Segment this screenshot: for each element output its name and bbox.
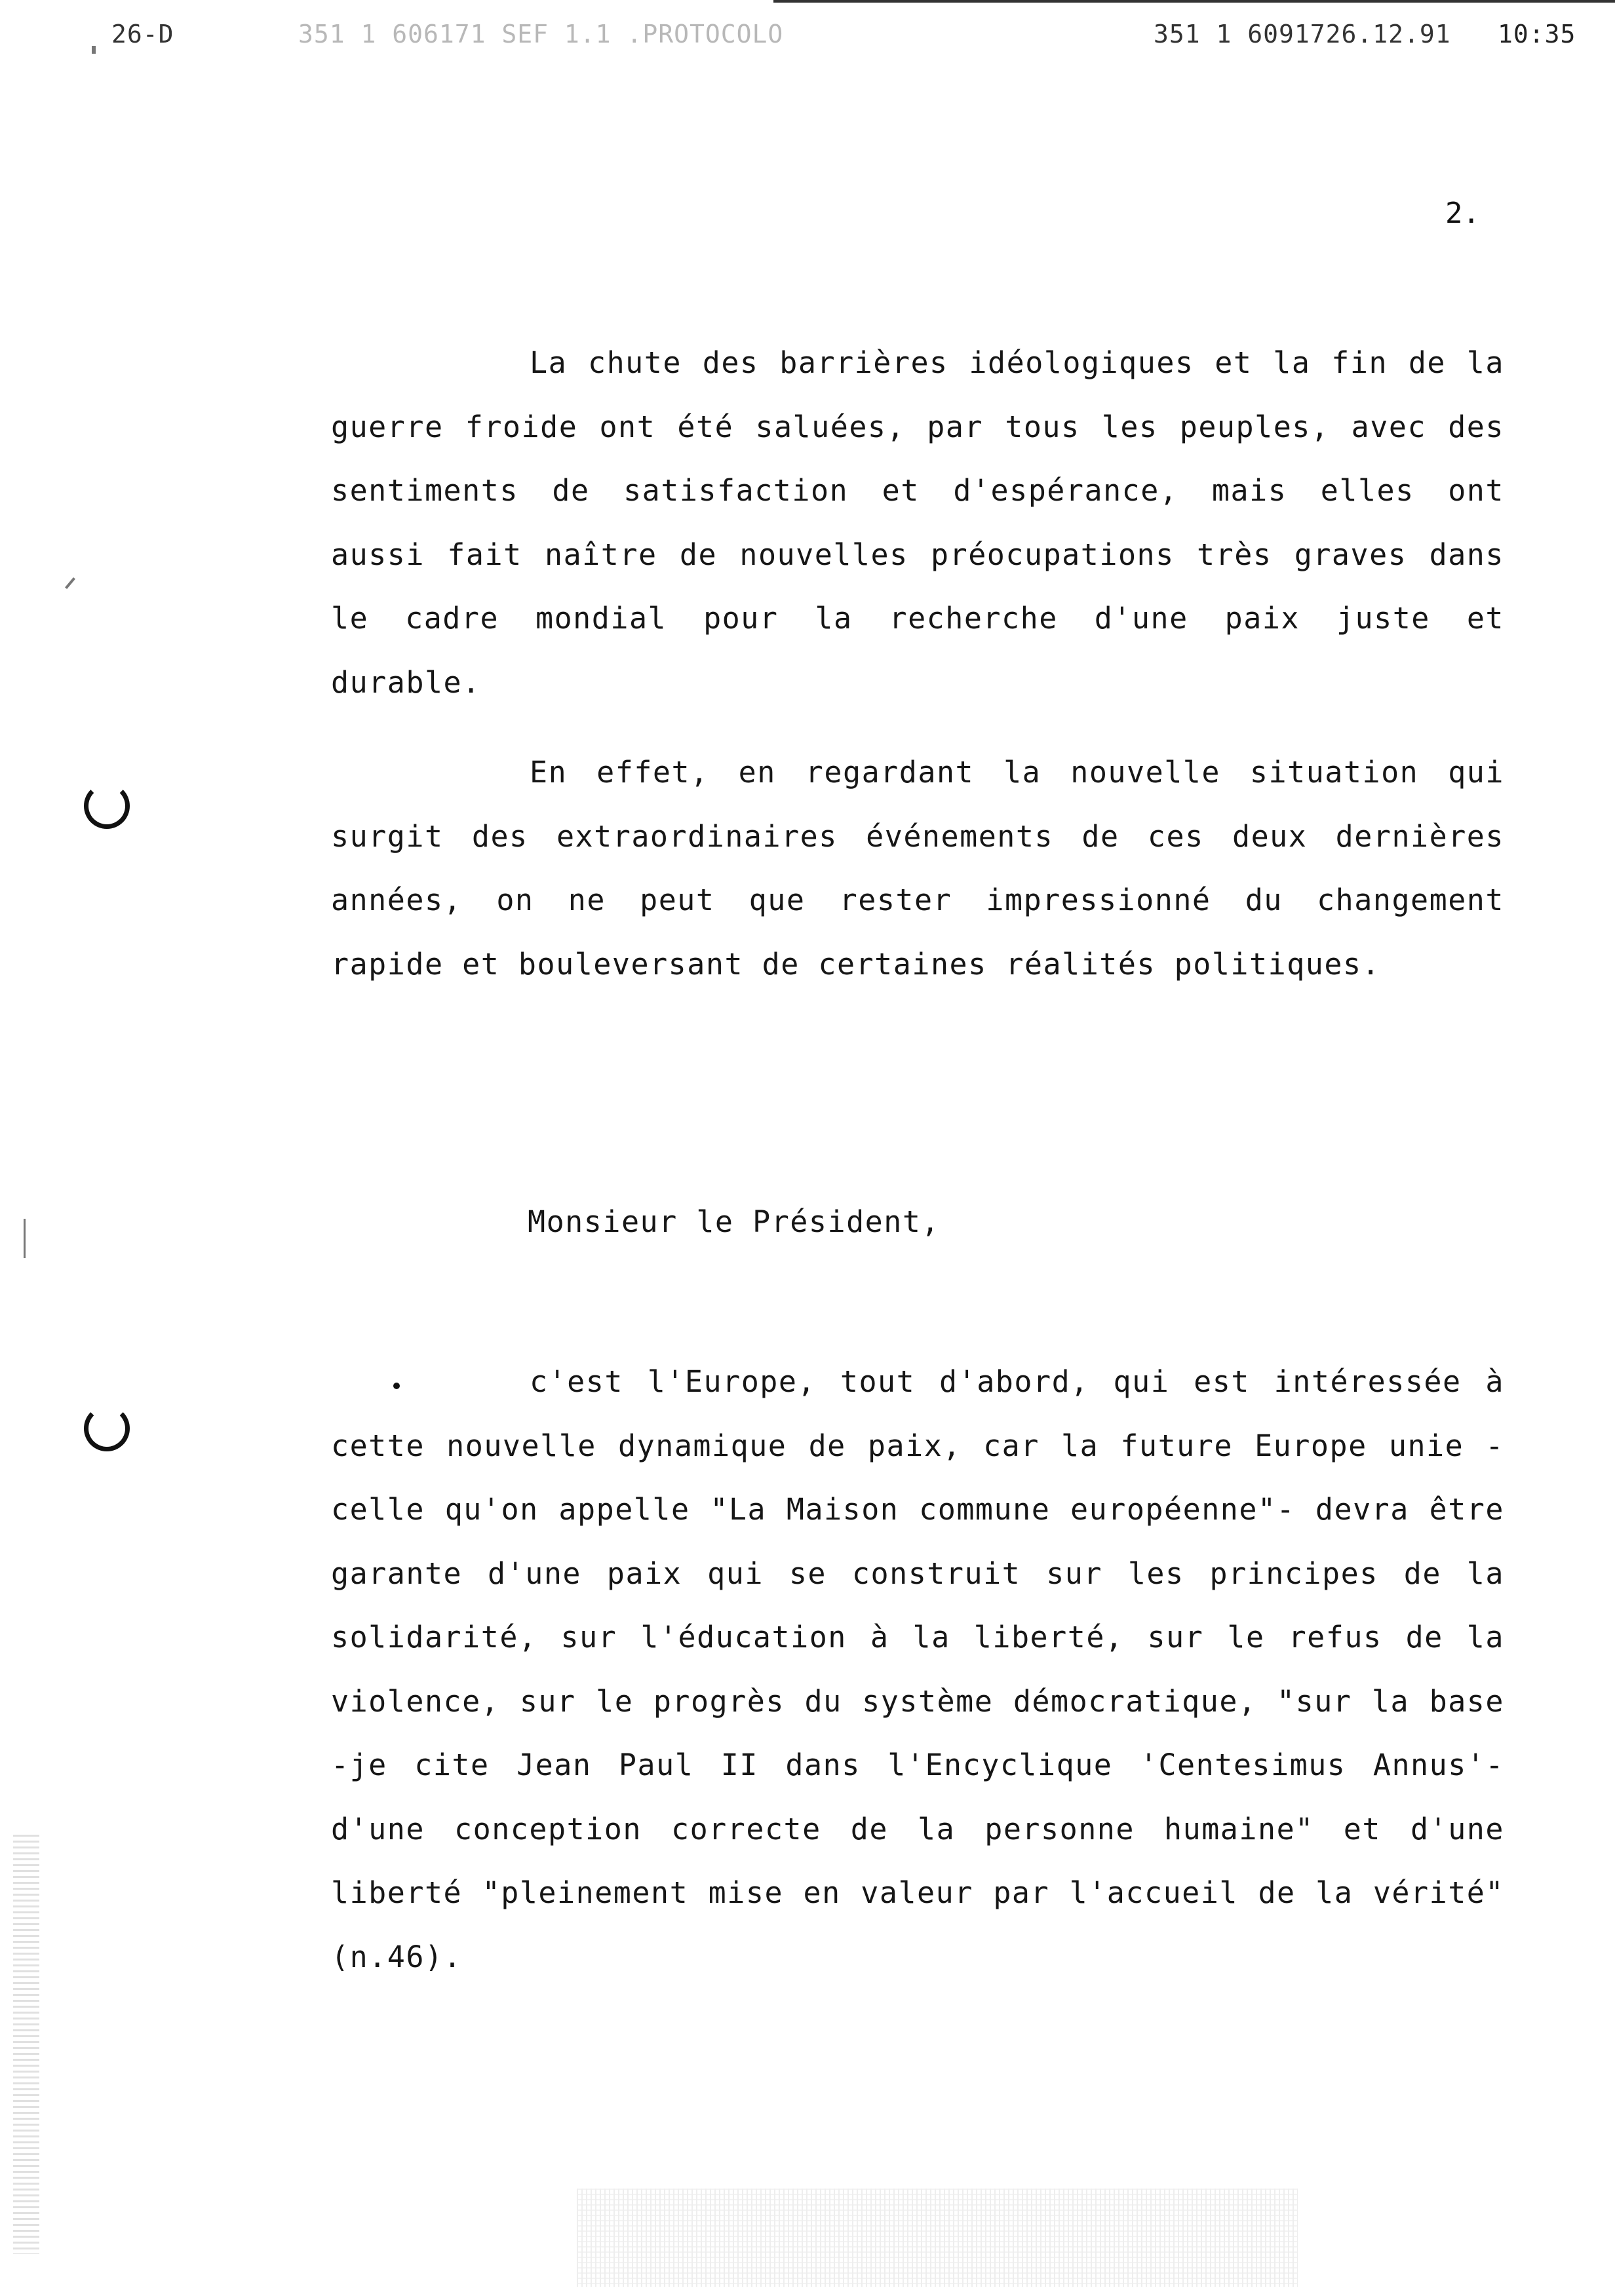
scan-noise-bottom [577,2189,1298,2287]
top-border-line [773,0,1615,3]
paragraph-2: En effet, en regardant la nouvelle situation qui surgit des extraordinaires événements de ces deux dernières années, on ne peut que rester impressionné du changement rapide et bouleversant de certaines réalités politiques. [331,755,1504,982]
scan-mark [65,577,75,589]
paragraph-1: La chute des barrières idéologiques et la fin de la guerre froide ont été saluées, par tous les peuples, avec des sentiments de satisfaction et d'espérance, mais elles ont aussi fait naître de nouvelles préocupations très graves dans le cadre mondial pour la recherche d'une paix juste et durable. [331,345,1504,700]
fax-header-time: 10:35 [1498,20,1576,48]
fax-header-number-date: 351 1 6091726.12.91 [1154,20,1451,48]
paragraph-3: c'est l'Europe, tout d'abord, qui est intéressée à cette nouvelle dynamique de paix, car la future Europe unie -celle qu'on appelle "La Maison commune européenne"- devra être garante d'une paix qui se construit sur les principes de la solidarité, sur l'éducation à la liberté, sur le refus de la violence, sur le progrès du système démocratique, "sur la base -je cite Jean Paul II dans l'Encyclique 'Centesimus Annus'- d'une conception correcte de la personne humaine" et d'une liberté "pleinement mise en valeur par l'accueil de la vérité" (n.46). [331,1364,1504,1974]
scan-noise-left [13,1835,39,2254]
scan-mark [393,1383,400,1389]
scan-mark [92,46,96,54]
fax-header-left-code: 26-D [111,20,174,48]
page-number: 2. [1445,197,1480,230]
salutation: Monsieur le Président, [528,1204,941,1239]
scan-mark [24,1219,26,1258]
binding-hole-icon [84,783,130,829]
fax-header-faded-text: 351 1 606171 SEF 1.1 .PROTOCOLO [298,20,784,48]
binding-hole-icon [84,1406,130,1451]
